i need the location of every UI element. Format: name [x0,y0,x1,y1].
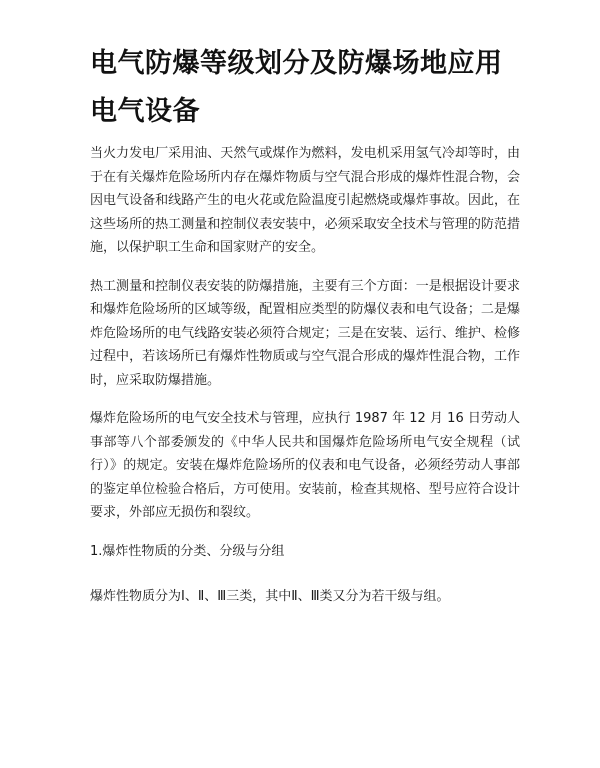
section-heading: 1.爆炸性物质的分类、分级与分组 [90,543,285,559]
paragraph-classification: 爆炸性物质分为Ⅰ、Ⅱ、Ⅲ三类，其中Ⅱ、Ⅲ类又分为若干级与组。 [90,589,450,604]
document-title: 电气防爆等级划分及防爆场地应用电气设备 [90,48,503,127]
paragraph-regulations: 爆炸危险场所的电气安全技术与管理，应执行 1987 年 12 月 16 日劳动人事部等八个部委颁发的《中华人民共和国爆炸危险场所电气安全规程（试行）》的规定。安装在爆炸危险场所的仪表和电气设备，必须经劳动人事部的鉴定单位检验合格后，方可使用。安装前，检查其规格、型号应符合设计要求，外部应无损伤和裂纹。 [90,411,520,520]
document-page [90,40,520,624]
paragraph-measures: 热工测量和控制仪表安装的防爆措施，主要有三个方面：一是根据设计要求和爆炸危险场所的区域等级，配置相应类型的防爆仪表和电气设备；二是爆炸危险场所的电气线路安装必须符合规定；三是在安装、运行、维护、检修过程中，若该场所已有爆炸性物质或与空气混合形成的爆炸性混合物，工作时，应采取防爆措施。 [90,278,520,388]
paragraph-intro: 当火力发电厂采用油、天然气或煤作为燃料，发电机采用氢气冷却等时，由于在有关爆炸危险场所内存在爆炸物质与空气混合形成的爆炸性混合物，会因电气设备和线路产生的电火花或危险温度引起燃烧或爆炸事故。因此，在这些场所的热工测量和控制仪表安装中，必须采取安全技术与管理的防范措施，以保护职工生命和国家财产的安全。 [90,146,520,255]
